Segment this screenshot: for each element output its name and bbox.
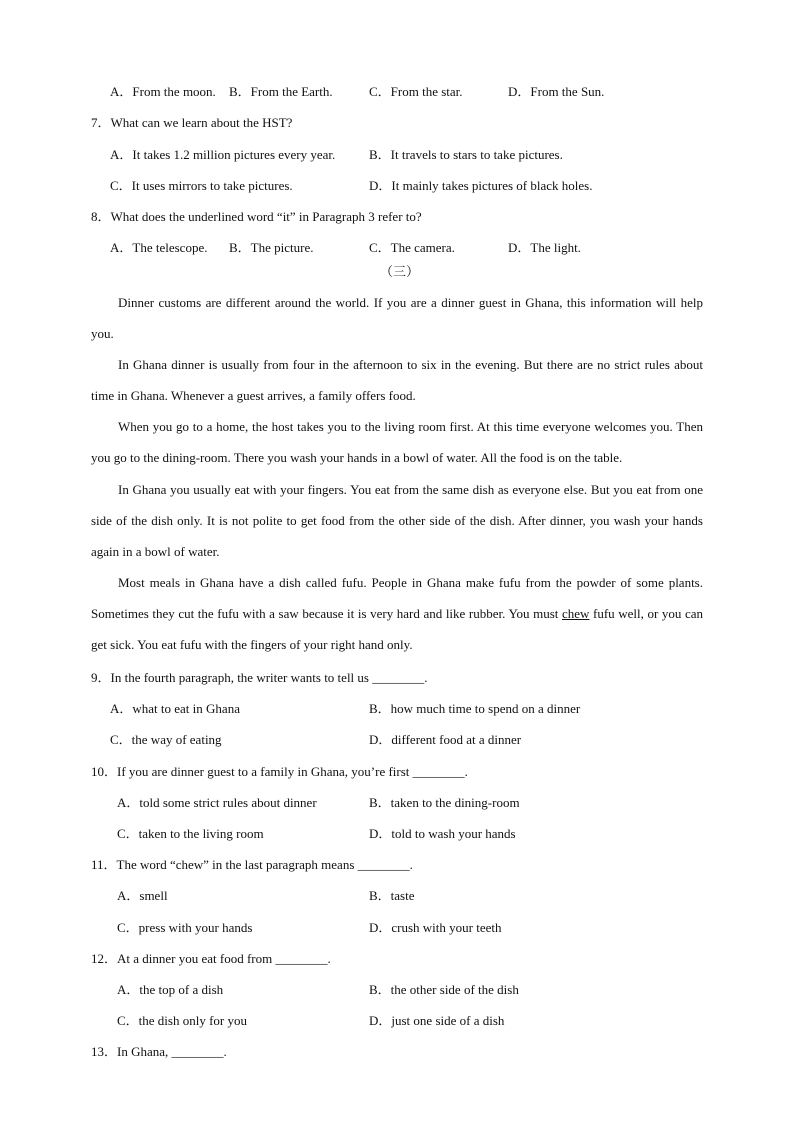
passage-paragraph-5 [91, 567, 703, 661]
passage-paragraph-2-text: In Ghana dinner is usually from four in the afternoon to six in the evening. But there are no strict rules about time in Ghana. Whenever a guest arrives, a family offers food. [91, 357, 703, 404]
q10-option-d: D．told to wash your hands [369, 826, 516, 841]
q8-option-b: B．The picture. [229, 240, 314, 255]
q8-stem: 8．What does the underlined word “it” in Paragraph 3 refer to? [91, 209, 422, 224]
passage-paragraph-4-text: In Ghana you usually eat with your fingers. You eat from the same dish as everyone else. But you eat from one side of the dish only. It is not polite to get food from the other side of the dish. After dinner, you wash your hands again in a bowl of water. [91, 482, 703, 560]
passage-paragraph-1-text: Dinner customs are different around the world. If you are a dinner guest in Ghana, this information will help you. [91, 295, 703, 342]
passage-paragraph-4 [91, 474, 703, 568]
q11-option-a: A．smell [117, 888, 168, 903]
passage-paragraph-1 [91, 287, 703, 349]
q13-stem: 13．In Ghana, ________. [91, 1044, 227, 1059]
q6-option-a: A．From the moon. [110, 84, 216, 99]
q9-option-a: A．what to eat in Ghana [110, 701, 240, 716]
q10-option-c: C．taken to the living room [117, 826, 264, 841]
q12-option-b: B．the other side of the dish [369, 982, 519, 997]
q11-option-d: D．crush with your teeth [369, 920, 502, 935]
q12-option-a: A．the top of a dish [117, 982, 224, 997]
q12-option-d: D．just one side of a dish [369, 1013, 505, 1028]
q8-option-c: C．The camera. [369, 240, 455, 255]
passage-paragraph-2 [91, 349, 703, 411]
q11-option-c: C．press with your hands [117, 920, 253, 935]
q6-option-b: B．From the Earth. [229, 84, 333, 99]
passage-paragraph-3-text: When you go to a home, the host takes you to the living room first. At this time everyone welcomes you. Then you go to the dining-room. There you wash your hands in a bowl of water. All the food is on the table. [91, 419, 703, 466]
underlined-word-chew: chew [561, 606, 590, 622]
q6-option-c: C．From the star. [369, 84, 463, 99]
q7-option-b: B．It travels to stars to take pictures. [369, 147, 563, 162]
q8-option-d: D．The light. [508, 240, 581, 255]
q8-option-a: A．The telescope. [110, 240, 208, 255]
q7-option-c: C．It uses mirrors to take pictures. [110, 178, 293, 193]
passage-paragraph-5-text-end: fufu well, or you can get sick. You eat fufu with the fingers of your right hand only. [91, 606, 703, 653]
q7-option-d: D．It mainly takes pictures of black holes. [369, 178, 593, 193]
passage-paragraph-3 [91, 411, 703, 473]
q7-option-a: A．It takes 1.2 million pictures every year. [110, 147, 336, 162]
q10-option-a: A．told some strict rules about dinner [117, 795, 317, 810]
passage-paragraph-5-text-start: Most meals in Ghana have a dish called fufu. People in Ghana make fufu from the powder of some plants. Sometimes they cut the fufu with a saw because it is very hard and like rubber. You must [91, 575, 703, 622]
q10-stem: 10．If you are dinner guest to a family in Ghana, you’re first ________. [91, 764, 468, 779]
q12-stem: 12．At a dinner you eat food from ________. [91, 951, 331, 966]
q7-stem: 7．What can we learn about the HST? [91, 115, 293, 130]
q11-option-b: B．taste [369, 888, 415, 903]
q9-stem: 9．In the fourth paragraph, the writer wants to tell us ________. [91, 670, 428, 685]
q6-option-d: D．From the Sun. [508, 84, 605, 99]
q9-option-b: B．how much time to spend on a dinner [369, 701, 581, 716]
q10-option-b: B．taken to the dining-room [369, 795, 520, 810]
q9-option-d: D．different food at a dinner [369, 732, 522, 747]
q12-option-c: C．the dish only for you [117, 1013, 247, 1028]
section-heading: （三） [380, 264, 420, 279]
q11-stem: 11．The word “chew” in the last paragraph means ________. [91, 857, 413, 872]
q9-option-c: C．the way of eating [110, 732, 222, 747]
